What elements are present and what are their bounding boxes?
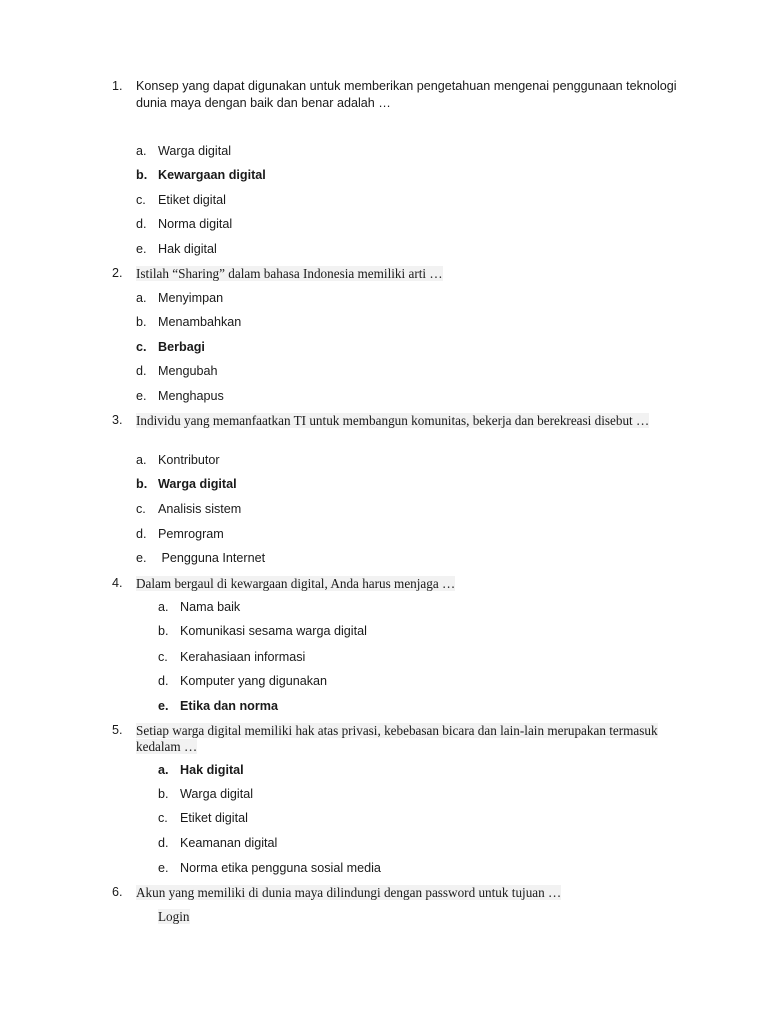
q5-option-c: c. Etiket digital	[158, 811, 248, 825]
q5-option-a: a. Hak digital	[158, 763, 244, 777]
q6-answer: Login	[158, 909, 190, 924]
question-1-text: Konsep yang dapat digunakan untuk memberikan pengetahuan mengenai penggunaan teknologi dunia maya dengan baik dan benar adalah …	[136, 79, 677, 110]
q3-option-a: a. Kontributor	[136, 453, 220, 467]
q5-option-b: b. Warga digital	[158, 787, 254, 801]
question-2-number: 2.	[112, 266, 123, 280]
question-5-text: Setiap warga digital memiliki hak atas privasi, kebebasan bicara dan lain-lain merupakan termasuk kedalam …	[136, 723, 658, 754]
q3-option-e: e. Pengguna Internet	[136, 551, 266, 565]
q3-option-b: b. Warga digital	[136, 477, 237, 491]
q1-option-d: d. Norma digital	[136, 217, 233, 231]
q1-option-e: e. Hak digital	[136, 242, 217, 256]
q2-option-e: e. Menghapus	[136, 389, 224, 403]
q1-option-a: a. Warga digital	[136, 144, 232, 158]
q1-option-b: b. Kewargaan digital	[136, 168, 266, 182]
q2-option-a: a. Menyimpan	[136, 291, 224, 305]
question-4-text: Dalam bergaul di kewargaan digital, Anda harus menjaga …	[136, 576, 456, 591]
q2-option-b: b. Menambahkan	[136, 315, 242, 329]
q4-option-d: d. Komputer yang digunakan	[158, 674, 328, 688]
q2-option-d: d. Mengubah	[136, 364, 218, 378]
q4-option-a: a. Nama baik	[158, 600, 241, 614]
q4-option-b: b. Komunikasi sesama warga digital	[158, 624, 367, 638]
question-6-text: Akun yang memiliki di dunia maya dilindungi dengan password untuk tujuan …	[136, 885, 562, 900]
q1-option-c: c. Etiket digital	[136, 193, 226, 207]
q3-option-c: c. Analisis sistem	[136, 502, 242, 516]
question-6-number: 6.	[112, 885, 123, 899]
q5-option-e: e. Norma etika pengguna sosial media	[158, 861, 381, 875]
q5-option-d: d. Keamanan digital	[158, 836, 278, 850]
question-5-number: 5.	[112, 723, 123, 737]
q3-option-d: d. Pemrogram	[136, 527, 224, 541]
question-3-text: Individu yang memanfaatkan TI untuk membangun komunitas, bekerja dan berekreasi disebut …	[136, 413, 650, 428]
q2-option-c: c. Berbagi	[136, 340, 205, 354]
q4-option-e: e. Etika dan norma	[158, 699, 278, 713]
question-3-number: 3.	[112, 413, 123, 427]
question-1-number: 1.	[112, 79, 123, 93]
question-4-number: 4.	[112, 576, 123, 590]
question-2-text: Istilah “Sharing” dalam bahasa Indonesia memiliki arti …	[136, 266, 443, 281]
q4-option-c: c. Kerahasiaan informasi	[158, 650, 306, 664]
